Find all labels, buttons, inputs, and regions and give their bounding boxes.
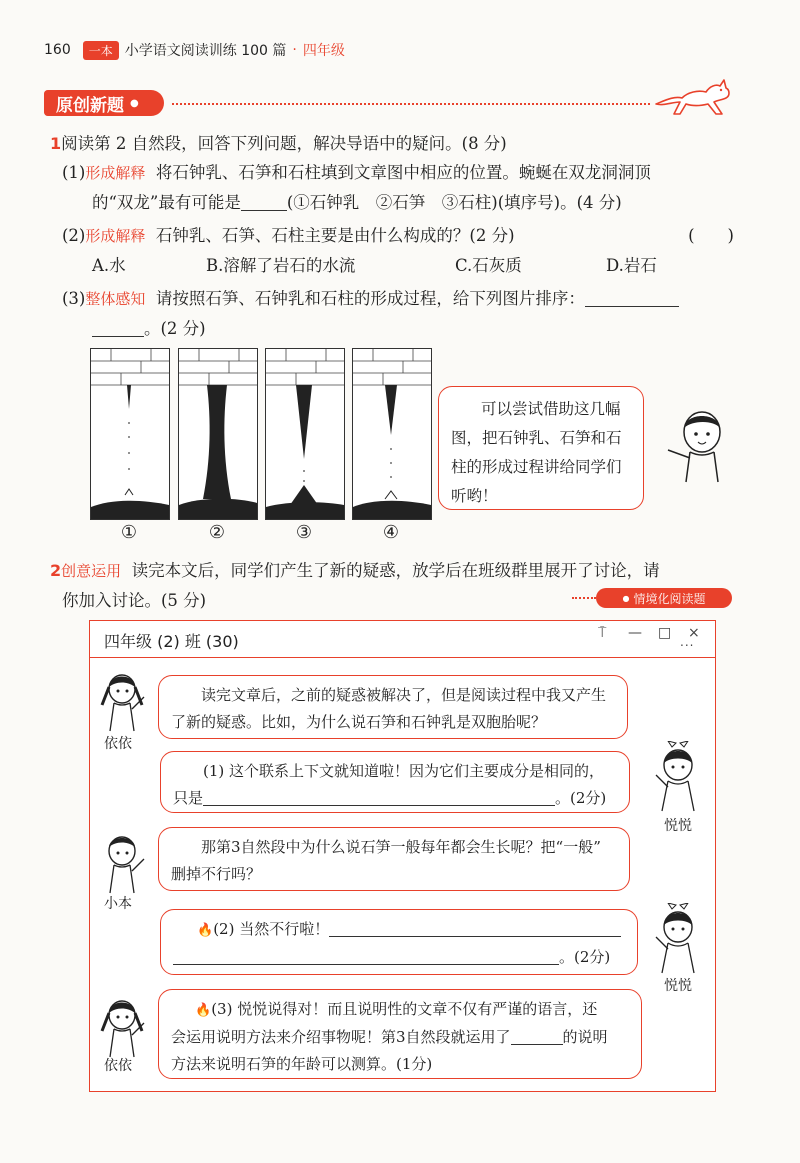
cave-picture-1 — [90, 348, 170, 520]
sender-name: 悦悦 — [664, 978, 692, 994]
q1-sub3-text: 请按照石笋、石钟乳和石柱的形成过程，给下列图片排序： — [155, 289, 585, 308]
sender-name: 小本 — [104, 896, 132, 912]
q1-sub3-tag: 整体感知 — [85, 290, 146, 308]
q1-sub3-line1 — [62, 284, 679, 314]
q1-sub2-opt-c[interactable]: C.石灰质 — [455, 256, 522, 275]
q1-sub2-opt-a[interactable]: A.水 — [92, 256, 126, 275]
grade-label: 四年级 — [302, 43, 345, 59]
q1-sub1-text: 将石钟乳、石笋和石柱填到文章图中相应的位置。蜿蜒在双龙洞洞顶 — [155, 163, 651, 182]
pill-dotted-line — [572, 597, 596, 599]
page-number: 160 — [44, 42, 71, 58]
pin-icon[interactable]: ⍑ — [598, 625, 607, 641]
tip-line-4: 听哟！ — [451, 487, 498, 505]
q1-sub2-opt-b[interactable]: B.溶解了岩石的水流 — [206, 256, 356, 275]
msg1-line2: 了新的疑惑。比如，为什么说石笋和石钟乳是双胞胎呢？ — [171, 713, 547, 731]
q1-text: 阅读第 2 自然段，回答下列问题，解决导语中的疑问。(8 分) — [61, 134, 507, 153]
q1-sub1-tag: 形成解释 — [85, 164, 146, 182]
msg2-answer-blank[interactable] — [203, 787, 555, 806]
q2-tag: 创意运用 — [61, 562, 122, 580]
more-icon[interactable]: ... — [680, 635, 695, 649]
q1-sub1-text2a: 的“双龙”最有可能是 — [92, 193, 241, 212]
picture-label-3: ③ — [295, 522, 313, 543]
banner-dot-icon: ● — [130, 97, 139, 109]
girl-avatar-icon — [98, 669, 150, 733]
q1-sub3-answer-blank-2[interactable] — [92, 318, 144, 337]
page-header — [44, 38, 345, 62]
maximize-button[interactable]: □ — [658, 625, 672, 641]
q1-sub1-line2 — [92, 188, 622, 218]
msg2-line1: (1) 这个联系上下文就知道啦！因为它们主要成分是相同的， — [203, 762, 605, 780]
chat-titlebar — [90, 621, 715, 658]
tip-line-1: 可以尝试借助这几幅 — [481, 400, 621, 418]
sender-name: 依依 — [104, 1058, 132, 1074]
tip-line-2: 图，把石钟乳、石笋和石 — [451, 429, 622, 447]
cave-picture-4 — [352, 348, 432, 520]
q1-number: 1 — [50, 134, 62, 153]
q2-text1: 读完本文后，同学们产生了新的疑惑，放学后在班级群里展开了讨论，请 — [131, 561, 660, 580]
msg3-line2: 删掉不行吗？ — [171, 865, 262, 883]
q1-sub1-line1 — [62, 158, 651, 188]
girl-avatar-icon — [98, 995, 150, 1059]
girl-yueyue-avatar-icon — [650, 741, 706, 813]
q1-sub1-answer-blank[interactable] — [241, 192, 287, 211]
section-title: 原创新题 — [56, 95, 124, 116]
msg5-line2b: 的说明 — [562, 1028, 608, 1046]
book-title: 小学语文阅读训练 100 篇 — [124, 43, 287, 59]
tip-line-3: 柱的形成过程讲给同学们 — [451, 458, 622, 476]
msg4-line2b: 。(2分) — [559, 948, 611, 966]
msg3-line1: 那第3自然段中为什么说石笋一般每年都会生长呢？把“一般” — [201, 838, 601, 856]
q1-sub2-answer-paren[interactable]: ( ) — [688, 226, 734, 245]
cave-picture-3 — [265, 348, 345, 520]
close-button[interactable]: × — [688, 625, 700, 641]
chat-window — [89, 620, 716, 1092]
q1-stem — [50, 129, 507, 159]
msg5-line3: 方法来说明石笋的年龄可以测算。(1分) — [171, 1055, 433, 1073]
q2-line1 — [50, 556, 660, 586]
sender-name: 依依 — [104, 736, 132, 752]
girl-yueyue-avatar-icon — [650, 903, 706, 975]
picture-label-4: ④ — [382, 522, 400, 543]
chat-message-3 — [158, 827, 630, 891]
msg2-line2a: 只是 — [173, 789, 204, 807]
chat-title: 四年级 (2) 班 (30) — [104, 632, 239, 651]
flame-icon: 🔥 — [197, 923, 214, 938]
q1-sub1-text2b: (①石钟乳 ②石笋 ③石柱)(填序号)。(4 分) — [286, 193, 622, 212]
minimize-button[interactable]: — — [628, 625, 642, 641]
sender-name: 悦悦 — [664, 818, 692, 834]
q1-sub3-text2: 。(2 分) — [144, 319, 206, 338]
msg4-answer-blank-2[interactable] — [173, 946, 559, 965]
chat-message-5 — [158, 989, 642, 1079]
boy-avatar-icon — [662, 404, 732, 484]
section-banner — [44, 90, 164, 116]
msg2-line2b: 。(2分) — [555, 789, 607, 807]
cave-picture-2 — [178, 348, 258, 520]
running-cat-icon — [652, 74, 732, 120]
q1-sub3-answer-blank-1[interactable] — [585, 288, 679, 307]
q1-sub2-tag: 形成解释 — [85, 227, 146, 245]
q1-sub2-number: (2) — [62, 226, 86, 245]
msg1-line1: 读完文章后，之前的疑惑被解决了，但是阅读过程中我又产生 — [201, 686, 607, 704]
q2-number: 2 — [50, 561, 62, 580]
q2-line2: 你加入讨论。(5 分) — [62, 591, 207, 610]
pill-label: 情境化阅读题 — [633, 591, 706, 606]
brand-badge: 一本 — [83, 41, 119, 60]
q1-sub3-line2 — [92, 314, 206, 344]
msg4-line1: (2) 当然不行啦！ — [213, 920, 330, 938]
picture-label-1: ① — [120, 522, 138, 543]
banner-dotted-line — [172, 103, 650, 105]
q1-sub2-text: 石钟乳、石笋、石柱主要是由什么构成的？(2 分) — [155, 226, 515, 245]
boy-xiaoben-avatar-icon — [98, 831, 150, 895]
msg5-answer-blank[interactable] — [511, 1026, 563, 1045]
msg5-line2a: 会运用说明方法来介绍事物呢！第3自然段就运用了 — [171, 1028, 511, 1046]
flame-icon: 🔥 — [195, 1003, 212, 1018]
chat-message-1 — [158, 675, 628, 739]
q1-sub3-number: (3) — [62, 289, 86, 308]
pill-dot-icon: ● — [622, 593, 630, 603]
msg5-line1: (3) 悦悦说得对！而且说明性的文章不仅有严谨的语言，还 — [211, 1000, 598, 1018]
chat-message-4 — [160, 909, 638, 975]
scenario-question-pill — [596, 588, 732, 608]
picture-label-2: ② — [208, 522, 226, 543]
q1-sub2-opt-d[interactable]: D.岩石 — [606, 256, 657, 275]
header-separator: · — [292, 42, 297, 58]
chat-message-2 — [160, 751, 630, 813]
msg4-answer-blank-1[interactable] — [329, 918, 621, 937]
q1-sub1-number: (1) — [62, 163, 86, 182]
tip-speech-bubble — [438, 386, 644, 510]
q1-sub2-line — [62, 221, 734, 251]
